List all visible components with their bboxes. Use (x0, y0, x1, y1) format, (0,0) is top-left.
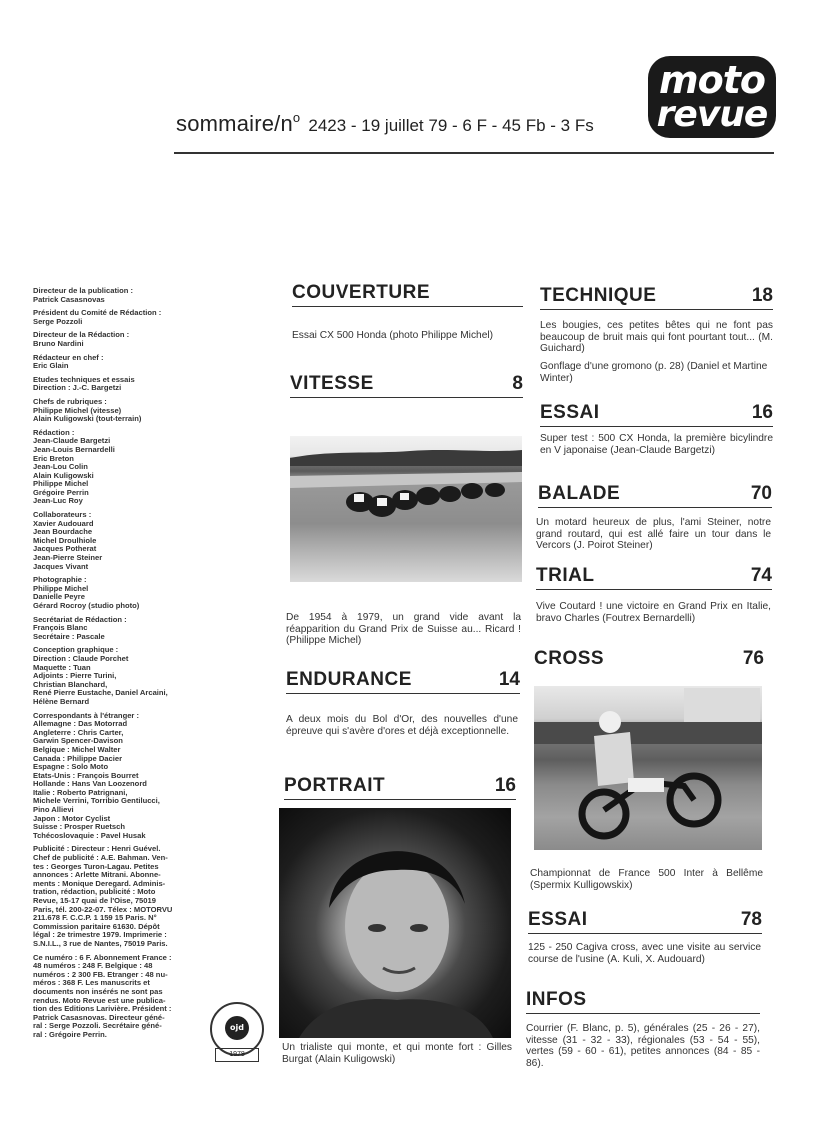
staff-role: Rédaction : (33, 427, 75, 437)
section-title: TECHNIQUE (540, 285, 657, 306)
couverture-text: Essai CX 500 Honda (photo Philippe Michel) (292, 330, 494, 341)
section-title: ESSAI (528, 909, 588, 930)
staff-block (33, 429, 205, 506)
cross-photo-art (534, 686, 762, 850)
section-title: BALADE (538, 483, 621, 504)
staff-role: Chefs de rubriques : (33, 396, 107, 406)
section-trial-heading (536, 566, 772, 590)
staff-line: Hollande : Hans Van Loozenord (33, 779, 147, 789)
staff-line: ral : Serge Pozzoli. Secrétaire géné- (33, 1021, 162, 1031)
vitesse-race-photo (290, 436, 522, 582)
staff-line: Japon : Motor Cyclist (33, 813, 111, 823)
staff-line: 48 numéros : 248 F. Belgique : 48 (33, 961, 153, 971)
staff-block (33, 398, 205, 424)
section-page: 14 (498, 669, 520, 690)
section-title: ENDURANCE (286, 669, 412, 690)
staff-block (33, 376, 205, 393)
section-vitesse-heading (290, 374, 523, 398)
infos-text: Courrier (F. Blanc, p. 5), générales (25 - 26 - 27), vitesse (31 - 32 - 33), régionales (53 - 54 - 55), vertes (59 - 60 - 61), petites annonces (84 - 85 - 86). (526, 1023, 760, 1069)
staff-line: Italie : Roberto Patrignani, (33, 787, 128, 797)
moto-revue-logo (648, 56, 776, 138)
staff-line: François Blanc (33, 623, 88, 633)
staff-line: Michel Droulhiole (33, 535, 97, 545)
trial-text: Vive Coutard ! une victoire en Grand Prix en Italie, bravo Charles (Foutrex Bernardelli) (536, 601, 771, 624)
staff-line: Jean-Pierre Steiner (33, 553, 103, 563)
staff-line: Jean Bourdache (33, 527, 93, 537)
staff-line: Tchécoslovaquie : Pavel Husak (33, 830, 146, 840)
technique-text: Les bougies, ces petites bêtes qui ne font pas beaucoup de bruit mais qui font pourtant tout... (M. Guichard) (540, 320, 773, 355)
staff-block (33, 616, 205, 642)
section-page: 74 (750, 565, 772, 586)
staff-line: tes : Georges Turon-Lagau. Petites (33, 861, 159, 871)
staff-line: Patrick Casasnovas (33, 294, 105, 304)
staff-line: Canada : Philippe Dacier (33, 753, 123, 763)
staff-line: tion des Editions Larivière. Président : (33, 1004, 172, 1014)
section-title: VITESSE (290, 373, 374, 394)
staff-line: Belgique : Michel Walter (33, 744, 121, 754)
staff-line: Eric Breton (33, 453, 74, 463)
staff-line: S.N.I.L., 3 rue de Nantes, 75019 Paris. (33, 938, 168, 948)
staff-line: Jean-Louis Bernardelli (33, 444, 115, 454)
staff-line: ments : Monique Deregard. Adminis- (33, 878, 166, 888)
staff-line: numéros : 2 300 FB. Etranger : 48 nu- (33, 969, 168, 979)
staff-line: Pino Allievi (33, 805, 74, 815)
section-title: TRIAL (536, 565, 595, 586)
staff-line: Alain Kuligowski (tout-terrain) (33, 414, 142, 424)
staff-line: Hélène Bernard (33, 696, 90, 706)
staff-block (33, 354, 205, 371)
race-photo-art (290, 436, 522, 582)
staff-line: Christian Blanchard, (33, 679, 108, 689)
staff-line: Patrick Casasnovas. Directeur géné- (33, 1012, 165, 1022)
staff-line: Angleterre : Chris Carter, (33, 727, 124, 737)
cross-motocross-photo (534, 686, 762, 850)
balade-text: Un motard heureux de plus, l'ami Steiner, notre grand routard, qui est allé faire un tour dans le Vercors (J. Poirot Steiner) (536, 517, 771, 552)
portrait-caption: Un trialiste qui monte, et qui monte fort : Gilles Burgat (Alain Kuligowski) (282, 1042, 512, 1065)
section-page: 76 (742, 648, 764, 669)
staff-line: Philippe Michel (vitesse) (33, 405, 122, 415)
staff-line: Jean-Claude Bargetzi (33, 436, 111, 446)
staff-block (33, 845, 205, 948)
staff-block (33, 309, 205, 326)
section-portrait-heading (284, 776, 516, 800)
staff-line: Jacques Potherat (33, 544, 97, 554)
staff-line: Etats-Unis : François Bourret (33, 770, 139, 780)
staff-line: Bruno Nardini (33, 338, 84, 348)
staff-line: rendus. Moto Revue est une publica- (33, 995, 166, 1005)
staff-line: Philippe Michel (33, 583, 89, 593)
section-page: 16 (494, 775, 516, 796)
section-page: 70 (750, 483, 772, 504)
portrait-photo-art (279, 808, 511, 1038)
staff-line: Revue, 15-17 quai de l'Oise, 75019 (33, 896, 156, 905)
header-rule (174, 152, 774, 154)
staff-line: René Pierre Eustache, Daniel Arcaini, (33, 688, 168, 698)
section-technique-heading (540, 286, 773, 310)
staff-line: Gérard Rocroy (studio photo) (33, 601, 140, 610)
staff-block (33, 331, 205, 348)
staff-line: légal : 2e trimestre 1979. Imprimerie : (33, 930, 167, 940)
staff-line: Garwin Spencer-Davison (33, 736, 123, 746)
staff-credits (33, 287, 205, 1045)
staff-line: ral : Grégoire Perrin. (33, 1029, 107, 1039)
staff-line: Jean-Lou Colin (33, 462, 88, 472)
section-title: COUVERTURE (292, 282, 431, 303)
staff-line: Michele Verrini, Torribio Gentilucci, (33, 796, 160, 806)
logo-line-moto: moto (659, 58, 765, 102)
section-balade-heading (538, 484, 772, 508)
section-essai-heading (540, 403, 773, 427)
staff-role: Publicité : Directeur : Henri Guével. (33, 844, 161, 854)
logo-line-revue: revue (656, 94, 768, 135)
staff-role: Rédacteur en chef : (33, 352, 104, 362)
staff-line: Espagne : Solo Moto (33, 762, 109, 772)
staff-line: annonces : Arlette Mitrani. Abonne- (33, 870, 161, 880)
staff-role: Etudes techniques et essais (33, 374, 135, 384)
section-couverture-heading (292, 283, 523, 307)
section-title: PORTRAIT (284, 775, 386, 796)
staff-line: Allemagne : Das Motorrad (33, 719, 128, 729)
section-endurance-heading (286, 670, 520, 694)
staff-role: Conception graphique : (33, 645, 119, 655)
staff-line: Jacques Vivant (33, 561, 89, 571)
staff-block (33, 954, 205, 1040)
staff-line: Direction : Claude Porchet (33, 653, 129, 663)
staff-line: Danielle Peyre (33, 592, 85, 602)
section-page: 8 (512, 373, 523, 394)
staff-role: Directeur de la Rédaction : (33, 330, 130, 340)
ojd-seal-core: ojd (225, 1016, 249, 1040)
vitesse-caption: De 1954 à 1979, un grand vide avant la réapparition du Grand Prix de Suisse au... Ricard ! (Philippe Michel) (286, 612, 521, 647)
section-page: 78 (740, 909, 762, 930)
staff-role: Collaborateurs : (33, 510, 92, 520)
staff-block (33, 287, 205, 304)
technique-text-2: Gonflage d'une gromono (p. 28) (Daniel et Martine Winter) (540, 361, 768, 384)
staff-role: Ce numéro : 6 F. Abonnement France : (33, 952, 172, 962)
staff-role: Photographie : (33, 575, 87, 585)
staff-block (33, 576, 205, 610)
sommaire-word: sommaire/n (176, 111, 293, 136)
staff-line: Direction : J.-C. Bargetzi (33, 383, 122, 393)
staff-line: 211.678 F. C.C.P. 1 159 15 Paris. N° (33, 913, 157, 923)
section-title: CROSS (534, 648, 605, 669)
staff-line: méros : 368 F. Les manuscrits et (33, 978, 150, 988)
section-page: 18 (751, 285, 773, 306)
section-essai-2-heading (528, 910, 762, 934)
portrait-photo (279, 808, 511, 1038)
staff-role: Président du Comité de Rédaction : (33, 308, 162, 318)
staff-line: documents non insérés ne sont pas (33, 986, 163, 996)
section-page: 16 (751, 402, 773, 423)
staff-line: Paris, tél. 200-22-07. Télex : MOTORVU (33, 904, 173, 914)
essai-2-text: 125 - 250 Cagiva cross, avec une visite au service course de l'usine (A. Kuli, X. Audouard) (528, 942, 761, 965)
essai-text: Super test : 500 CX Honda, la première bicylindre en V japonaise (Jean-Claude Bargetzi) (540, 433, 773, 456)
staff-block (33, 646, 205, 706)
staff-line: Commission paritaire 61630. Dépôt (33, 921, 160, 931)
staff-line: Secrétaire : Pascale (33, 631, 105, 641)
cross-caption: Championnat de France 500 Inter à Bellême (Spermix Kulligowskix) (530, 868, 763, 891)
endurance-text: A deux mois du Bol d'Or, des nouvelles d'une épreuve qui s'avère d'ores et déjà exceptionnelle. (286, 714, 518, 737)
staff-line: Xavier Audouard (33, 518, 94, 528)
staff-role: Secrétariat de Rédaction : (33, 614, 127, 624)
section-cross-heading (534, 648, 764, 672)
staff-line: Serge Pozzoli (33, 316, 83, 326)
ojd-seal-year: 1978 (215, 1048, 259, 1062)
staff-line: Alain Kuligowski (33, 470, 94, 480)
issue-line: 2423 - 19 juillet 79 - 6 F - 45 Fb - 3 Fs (308, 116, 594, 135)
staff-line: Jean-Luc Roy (33, 496, 83, 506)
staff-line: Philippe Michel (33, 479, 89, 489)
staff-block (33, 712, 205, 841)
section-title: INFOS (526, 989, 587, 1010)
sommaire-label (176, 111, 300, 136)
staff-line: Suisse : Prosper Ruetsch (33, 822, 126, 832)
staff-line: Grégoire Perrin (33, 487, 89, 497)
staff-role: Correspondants à l'étranger : (33, 710, 140, 720)
staff-role: Directeur de la publication : (33, 286, 134, 295)
masthead (176, 110, 594, 137)
section-title: ESSAI (540, 402, 600, 423)
staff-line: Maquette : Tuan (33, 662, 91, 672)
staff-line: tration, rédaction, publicité : Moto (33, 887, 156, 897)
staff-line: Adjoints : Pierre Turini, (33, 671, 117, 681)
sommaire-sup: o (292, 110, 301, 125)
staff-line: Eric Glain (33, 361, 69, 371)
staff-block (33, 511, 205, 571)
staff-line: Chef de publicité : A.E. Bahman. Ven- (33, 853, 168, 863)
section-infos-heading (526, 990, 760, 1014)
